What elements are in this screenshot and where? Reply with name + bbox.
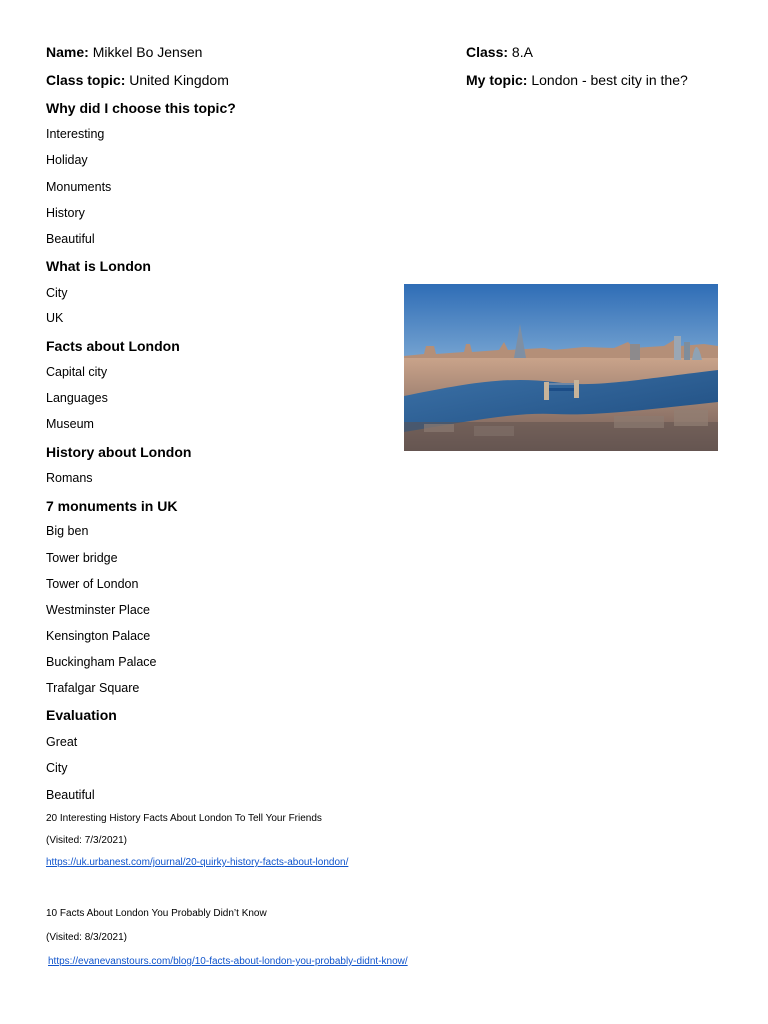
my-topic-label: My topic: [466, 72, 528, 88]
list-item: Museum [46, 417, 94, 431]
class-line [466, 44, 533, 60]
heading-history-about-london: History about London [46, 444, 192, 460]
list-item: Romans [46, 471, 93, 485]
my-topic-line [466, 72, 688, 88]
reference-link[interactable]: https://evanevanstours.com/blog/10-facts-about-london-you-probably-didnt-know/ [48, 956, 408, 967]
class-topic-line [46, 72, 229, 88]
list-item: Capital city [46, 365, 108, 379]
list-item: UK [46, 311, 64, 325]
list-item: Great [46, 735, 78, 749]
list-item: Beautiful [46, 232, 95, 246]
list-item: Beautiful [46, 788, 95, 802]
list-item: Kensington Palace [46, 629, 151, 643]
my-topic-value: London - best city in the? [531, 72, 688, 88]
class-value: 8.A [511, 44, 533, 60]
class-topic-label: Class topic: [46, 72, 126, 88]
heading-monuments: 7 monuments in UK [46, 498, 178, 514]
list-item: Interesting [46, 127, 105, 141]
name-value: Mikkel Bo Jensen [92, 44, 203, 60]
list-item: City [46, 761, 68, 775]
name-line [46, 44, 202, 60]
list-item: Languages [46, 391, 108, 405]
name-label: Name: [46, 44, 89, 60]
heading-why-topic: Why did I choose this topic? [46, 100, 236, 116]
list-item: Trafalgar Square [46, 681, 140, 695]
heading-what-is-london: What is London [46, 258, 151, 274]
class-topic-value: United Kingdom [129, 72, 229, 88]
list-item: History [46, 206, 85, 220]
reference-visited: (Visited: 7/3/2021) [46, 835, 127, 846]
london-aerial-photo [404, 284, 718, 451]
list-item: Tower bridge [46, 551, 118, 565]
list-item: Monuments [46, 180, 112, 194]
list-item: Tower of London [46, 577, 139, 591]
list-item: Big ben [46, 524, 89, 538]
reference-title: 10 Facts About London You Probably Didn’t Know [46, 908, 267, 919]
list-item: Westminster Place [46, 603, 150, 617]
list-item: Holiday [46, 153, 88, 167]
heading-evaluation: Evaluation [46, 707, 117, 723]
list-item: Buckingham Palace [46, 655, 157, 669]
reference-title: 20 Interesting History Facts About London To Tell Your Friends [46, 813, 322, 824]
reference-link[interactable]: https://uk.urbanest.com/journal/20-quirky-history-facts-about-london/ [46, 857, 349, 868]
class-label: Class: [466, 44, 509, 60]
list-item: City [46, 286, 68, 300]
reference-visited: (Visited: 8/3/2021) [46, 932, 127, 943]
london-skyline-illustration [404, 284, 718, 451]
heading-facts-about-london: Facts about London [46, 338, 180, 354]
